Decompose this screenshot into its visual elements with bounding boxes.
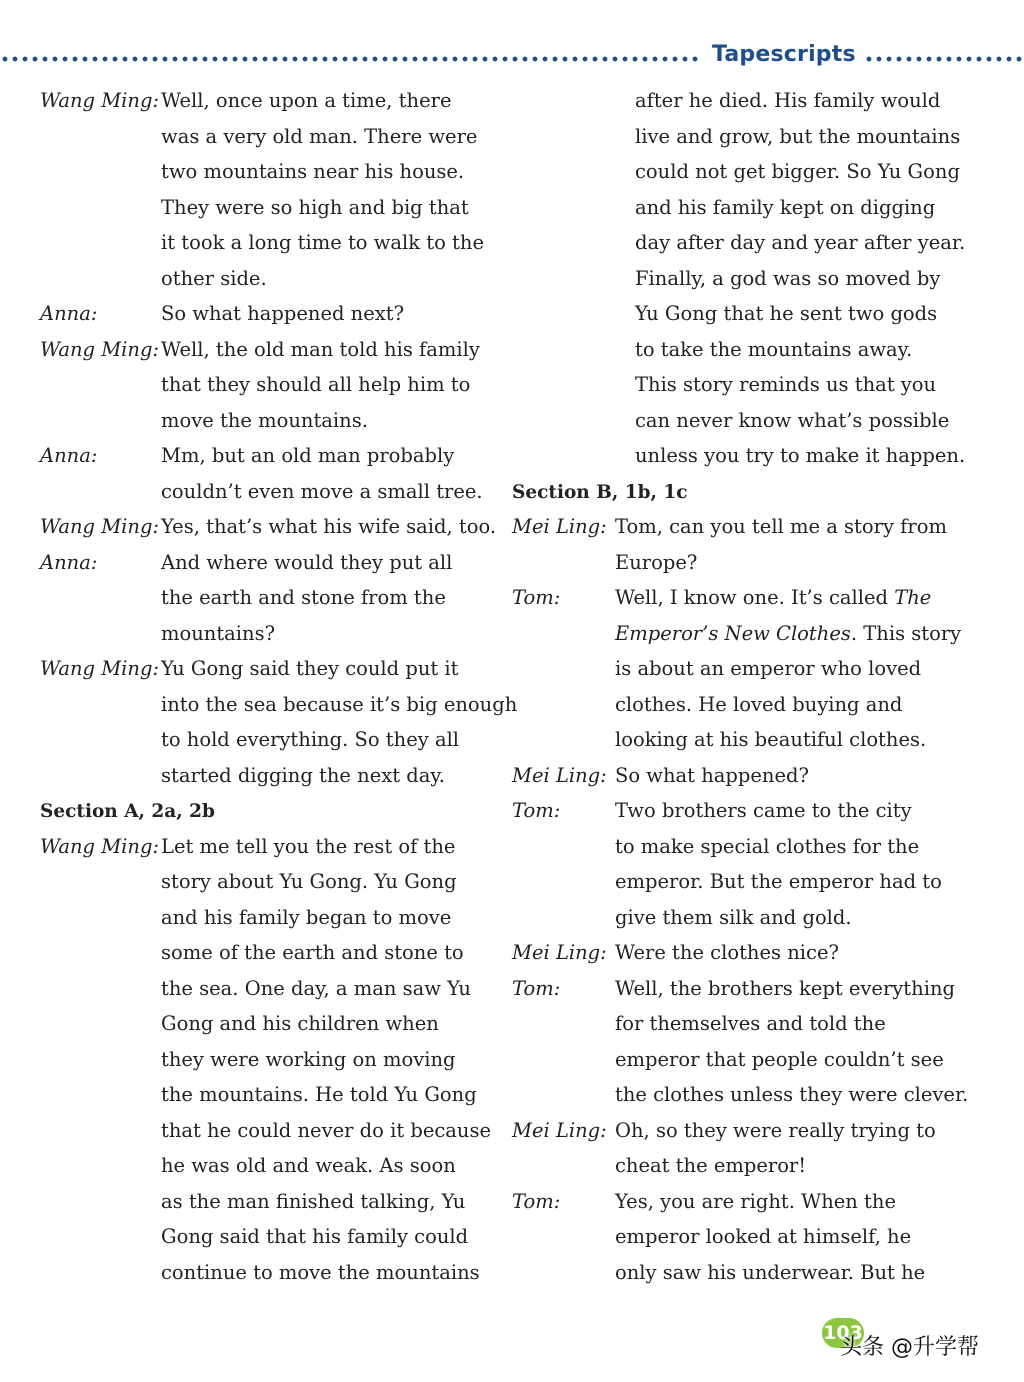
speaker-label: Wang Ming:	[40, 657, 160, 680]
dialogue-text-plain: to make special clothes for the	[615, 834, 920, 858]
dialogue-text	[161, 1184, 465, 1220]
script-line	[512, 1006, 962, 1042]
dialogue-text-plain: Two brothers came to the city	[615, 799, 912, 822]
dialogue-text-plain: They were so high and big that	[161, 195, 469, 219]
speaker-label: Wang Ming:	[40, 89, 160, 112]
dialogue-text-plain: started digging the next day.	[161, 763, 446, 787]
speaker-label: Mei Ling:	[512, 1118, 607, 1142]
dialogue-text-plain: cheat the emperor!	[615, 1154, 807, 1177]
dialogue-text-plain: into the sea because it’s big enough	[161, 692, 518, 716]
script-line	[40, 900, 480, 936]
dialogue-text-plain: Tom, can you tell me a story from	[615, 515, 947, 538]
dialogue-text-plain: was a very old man. There were	[161, 124, 478, 148]
dialogue-text	[635, 403, 949, 439]
script-line	[40, 687, 518, 723]
script-line	[40, 438, 480, 474]
dialogue-text-plain: Well, once upon a time, there	[161, 89, 452, 112]
watermark: 头条 @升学帮	[840, 1335, 979, 1360]
dialogue-text	[161, 261, 267, 297]
dialogue-text	[161, 1042, 456, 1078]
script-line	[512, 580, 962, 616]
dialogue-text	[161, 438, 454, 474]
script-line	[40, 261, 480, 297]
script-line	[512, 971, 962, 1007]
dialogue-text-plain: Were the clothes nice?	[615, 941, 839, 964]
header-dots-left	[0, 56, 700, 62]
speaker-label: Anna:	[40, 550, 98, 574]
dialogue-text-plain: for themselves and told the	[615, 1012, 886, 1035]
script-line	[40, 616, 480, 652]
dialogue-text-plain: This story reminds us that you	[635, 373, 937, 396]
dialogue-text	[161, 864, 457, 900]
dialogue-text	[635, 296, 937, 332]
dialogue-text-plain: they were working on moving	[161, 1047, 456, 1071]
script-line	[40, 1042, 480, 1078]
dialogue-text-plain: Europe?	[615, 550, 698, 574]
dialogue-text-plain: story about Yu Gong. Yu Gong	[161, 870, 457, 893]
dialogue-text	[161, 1006, 439, 1042]
dialogue-text-plain: that he could never do it because	[161, 1118, 492, 1142]
dialogue-text-plain: Well, the brothers kept everything	[615, 976, 955, 1000]
dialogue-text	[161, 935, 464, 971]
right-column	[512, 83, 969, 1290]
script-line	[40, 829, 480, 865]
dialogue-text	[615, 758, 809, 794]
dialogue-text	[161, 1077, 477, 1113]
dialogue-text-plain: Gong and his children when	[161, 1012, 439, 1035]
dialogue-text-plain: clothes. He loved buying and	[615, 692, 903, 716]
script-line	[512, 651, 962, 687]
dialogue-text	[615, 580, 931, 616]
dialogue-text	[615, 651, 921, 687]
dialogue-text	[161, 367, 470, 403]
dialogue-text	[615, 864, 942, 900]
dialogue-text-plain: the mountains. He told Yu Gong	[161, 1083, 477, 1106]
dialogue-text	[635, 83, 940, 119]
dialogue-text	[615, 971, 955, 1007]
dialogue-text-plain: it took a long time to walk to the	[161, 231, 484, 254]
dialogue-text-plain: to take the mountains away.	[635, 337, 913, 361]
speaker-label: Anna:	[40, 302, 98, 325]
dialogue-text-plain: Yu Gong said they could put it	[161, 657, 459, 680]
script-line	[40, 1006, 480, 1042]
dialogue-text-plain: couldn’t even move a small tree.	[161, 479, 483, 503]
dialogue-text	[615, 1113, 936, 1149]
script-line	[512, 332, 962, 368]
dialogue-text-plain: the clothes unless they were clever.	[615, 1083, 969, 1106]
dialogue-text-plain: two mountains near his house.	[161, 160, 465, 183]
script-line	[40, 190, 480, 226]
dialogue-text	[161, 83, 451, 119]
dialogue-text-plain: can never know what’s possible	[635, 408, 950, 432]
script-line	[40, 296, 480, 332]
page-title: Tapescripts	[712, 42, 856, 67]
dialogue-text	[161, 971, 471, 1007]
script-line	[40, 758, 480, 794]
dialogue-text-plain: move the mountains.	[161, 408, 368, 432]
dialogue-text	[635, 119, 960, 155]
dialogue-text	[615, 935, 839, 971]
section-heading	[40, 793, 480, 829]
dialogue-text-plain: continue to move the mountains	[161, 1260, 480, 1284]
dialogue-text	[635, 261, 940, 297]
script-line	[512, 190, 962, 226]
script-line	[40, 1077, 480, 1113]
dialogue-text	[615, 545, 697, 581]
speaker-label: Mei Ling:	[512, 941, 607, 964]
dialogue-text-plain: emperor that people couldn’t see	[615, 1047, 944, 1071]
dialogue-text	[635, 225, 965, 261]
script-line	[512, 1077, 969, 1113]
dialogue-text	[615, 1184, 896, 1220]
dialogue-text-plain: only saw his underwear. But he	[615, 1260, 926, 1284]
script-line	[512, 1255, 962, 1291]
dialogue-text-plain: other side.	[161, 266, 267, 290]
script-line	[40, 545, 480, 581]
dialogue-text	[161, 1113, 491, 1149]
left-column	[40, 83, 518, 1290]
script-line	[40, 1219, 480, 1255]
script-line	[512, 261, 962, 297]
dialogue-text	[161, 1219, 468, 1255]
script-line	[40, 722, 480, 758]
script-line	[512, 154, 962, 190]
dialogue-text	[161, 900, 451, 936]
section-title: Section B, 1b, 1c	[512, 481, 688, 503]
title-italic: The	[894, 586, 932, 609]
dialogue-text	[161, 580, 446, 616]
script-line	[40, 1255, 480, 1291]
script-line	[40, 971, 480, 1007]
speaker-label: Mei Ling:	[512, 763, 607, 787]
dialogue-text	[635, 438, 965, 474]
dialogue-text	[615, 687, 902, 723]
dialogue-text	[161, 296, 404, 332]
script-line	[40, 864, 480, 900]
script-line	[40, 119, 480, 155]
dialogue-text-plain: Mm, but an old man probably	[161, 444, 455, 467]
speaker-label: Tom:	[512, 976, 561, 1000]
dialogue-text-plain: unless you try to make it happen.	[635, 444, 966, 467]
dialogue-text	[615, 722, 926, 758]
script-line	[512, 1148, 962, 1184]
dialogue-text	[161, 758, 445, 794]
script-line	[512, 900, 962, 936]
dialogue-text-plain: day after day and year after year.	[635, 231, 966, 254]
dialogue-text	[615, 900, 852, 936]
dialogue-text	[615, 509, 947, 545]
script-line	[40, 1113, 492, 1149]
script-line	[40, 580, 480, 616]
speaker-label: Tom:	[512, 586, 561, 609]
dialogue-text	[161, 829, 455, 865]
dialogue-text	[615, 1255, 925, 1291]
dialogue-text	[615, 616, 961, 652]
dialogue-text-plain: Let me tell you the rest of the	[161, 834, 456, 858]
dialogue-text	[161, 1255, 480, 1291]
dialogue-text-plain: live and grow, but the mountains	[635, 124, 961, 148]
dialogue-text	[161, 509, 496, 545]
speaker-label: Wang Ming:	[40, 337, 160, 361]
script-line	[512, 509, 962, 545]
script-line	[512, 829, 962, 865]
dialogue-text	[161, 545, 452, 581]
script-line	[40, 332, 480, 368]
section-heading	[512, 474, 962, 510]
dialogue-text-plain: and his family began to move	[161, 905, 452, 929]
script-line	[40, 403, 480, 439]
script-line	[512, 616, 962, 652]
script-line	[512, 438, 966, 474]
script-line	[512, 1219, 962, 1255]
dialogue-text-plain: So what happened next?	[161, 302, 405, 325]
dialogue-text-plain: as the man finished talking, Yu	[161, 1189, 466, 1213]
script-line	[512, 935, 962, 971]
dialogue-text-plain: and his family kept on digging	[635, 195, 936, 219]
script-line	[512, 1113, 962, 1149]
dialogue-text-plain: the earth and stone from the	[161, 586, 446, 609]
dialogue-text	[161, 119, 477, 155]
script-line	[512, 296, 962, 332]
dialogue-text	[161, 474, 483, 510]
dialogue-text-plain: So what happened?	[615, 763, 809, 787]
speaker-label: Anna:	[40, 444, 98, 467]
dialogue-text	[615, 1219, 911, 1255]
script-line	[512, 1184, 962, 1220]
dialogue-text-plain: give them silk and gold.	[615, 905, 852, 929]
section-title: Section A, 2a, 2b	[40, 801, 215, 822]
dialogue-text-plain: could not get bigger. So Yu Gong	[635, 160, 960, 183]
script-line	[512, 545, 962, 581]
dialogue-text	[615, 1042, 944, 1078]
dialogue-text-plain: Gong said that his family could	[161, 1225, 469, 1248]
page-header	[0, 40, 1024, 76]
dialogue-text	[161, 616, 275, 652]
dialogue-text-plain: after he died. His family would	[635, 89, 941, 112]
dialogue-text	[161, 225, 484, 261]
page-number-badge: 103	[822, 1318, 864, 1348]
script-line	[512, 83, 962, 119]
dialogue-text-plain: Yes, you are right. When the	[615, 1189, 896, 1213]
dialogue-text-plain: Yu Gong that he sent two gods	[635, 302, 938, 325]
dialogue-text	[161, 722, 459, 758]
script-line	[512, 864, 962, 900]
dialogue-text	[161, 687, 517, 723]
script-line	[512, 793, 962, 829]
script-line	[512, 403, 962, 439]
dialogue-text-plain: the sea. One day, a man saw Yu	[161, 976, 471, 1000]
dialogue-text	[161, 1148, 456, 1184]
dialogue-text	[161, 190, 469, 226]
dialogue-text-plain: some of the earth and stone to	[161, 941, 464, 964]
script-line	[512, 225, 966, 261]
script-line	[512, 687, 962, 723]
dialogue-text	[615, 829, 919, 865]
script-line	[512, 722, 962, 758]
script-line	[512, 367, 962, 403]
script-line	[40, 474, 483, 510]
script-line	[40, 367, 480, 403]
dialogue-text-plain: is about an emperor who loved	[615, 657, 922, 680]
script-line	[40, 651, 480, 687]
script-line	[40, 83, 480, 119]
dialogue-text	[161, 651, 458, 687]
dialogue-text-plain: emperor. But the emperor had to	[615, 870, 942, 893]
script-line	[512, 758, 962, 794]
dialogue-text	[635, 332, 912, 368]
dialogue-text	[161, 332, 480, 368]
dialogue-text	[635, 154, 960, 190]
dialogue-text-plain: to hold everything. So they all	[161, 728, 460, 751]
speaker-label: Tom:	[512, 799, 561, 822]
script-line	[40, 1148, 480, 1184]
dialogue-text	[615, 793, 912, 829]
dialogue-text-plain: mountains?	[161, 621, 276, 645]
script-line	[40, 509, 497, 545]
dialogue-text-plain: Well, the old man told his family	[161, 337, 480, 361]
script-line	[40, 935, 480, 971]
dialogue-text	[161, 403, 368, 439]
dialogue-text-plain: Oh, so they were really trying to	[615, 1118, 936, 1142]
script-line	[512, 1042, 962, 1078]
dialogue-text	[615, 1006, 886, 1042]
speaker-label: Tom:	[512, 1189, 561, 1213]
dialogue-text	[615, 1148, 806, 1184]
speaker-label: Mei Ling:	[512, 515, 607, 538]
title-italic: Emperor’s New Clothes	[615, 621, 851, 645]
dialogue-text	[615, 1077, 968, 1113]
dialogue-text	[635, 367, 936, 403]
script-line	[40, 225, 484, 261]
dialogue-text-plain: that they should all help him to	[161, 373, 471, 396]
speaker-label: Wang Ming:	[40, 834, 160, 858]
script-line	[40, 1184, 480, 1220]
dialogue-text	[161, 154, 464, 190]
dialogue-text-plain: looking at his beautiful clothes.	[615, 728, 927, 751]
dialogue-text	[635, 190, 935, 226]
script-line	[512, 119, 962, 155]
speaker-label: Wang Ming:	[40, 515, 160, 538]
dialogue-text-plain: . This story	[850, 621, 962, 645]
dialogue-text-plain: Finally, a god was so moved by	[635, 266, 941, 290]
header-dots-right	[864, 56, 1022, 62]
dialogue-text-plain: emperor looked at himself, he	[615, 1225, 912, 1248]
dialogue-text-plain: And where would they put all	[161, 550, 453, 574]
dialogue-text-plain: he was old and weak. As soon	[161, 1154, 456, 1177]
script-line	[40, 154, 480, 190]
dialogue-text-plain: Well, I know one. It’s called	[615, 586, 895, 609]
dialogue-text-plain: Yes, that’s what his wife said, too.	[161, 515, 497, 538]
